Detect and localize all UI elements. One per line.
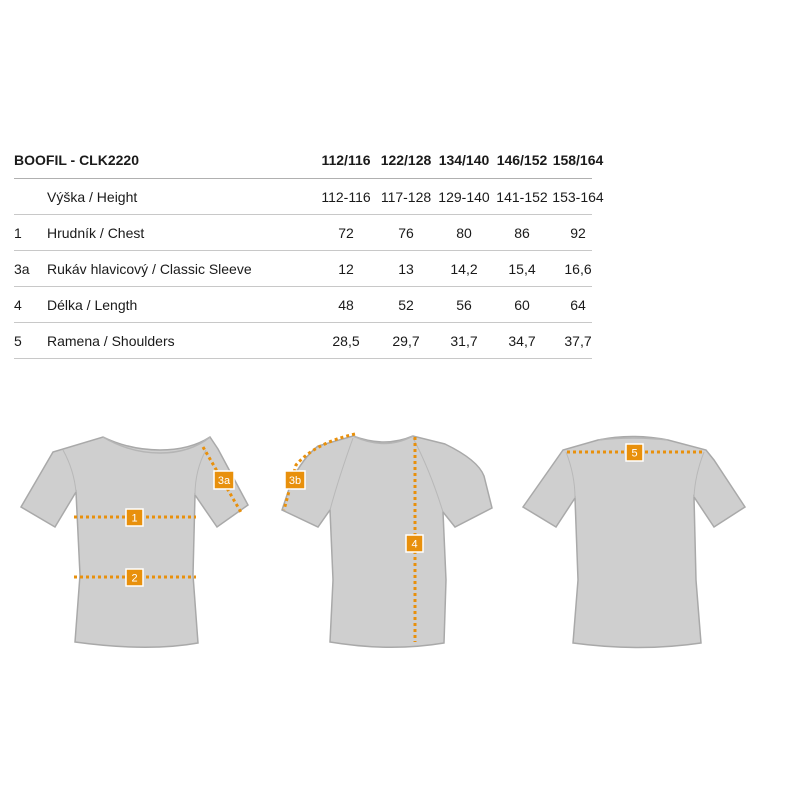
table-row (14, 323, 592, 359)
badge-1-label: 1 (131, 512, 138, 525)
size-column-header: 158/164 (552, 152, 604, 168)
table-row (14, 179, 604, 215)
measure-value: 153-164 (552, 188, 604, 205)
table-row (14, 287, 592, 323)
measure-value: 12 (338, 260, 354, 277)
measure-value: 34,7 (508, 332, 536, 349)
badge-4-label: 4 (411, 538, 418, 551)
size-column-header: 112/116 (321, 152, 371, 168)
size-table (14, 142, 604, 359)
side-shirt-shape (282, 436, 492, 647)
measure-value: 60 (514, 296, 530, 313)
size-column-header: 134/140 (438, 152, 490, 168)
measure-value: 14,2 (450, 260, 478, 277)
table-row (14, 215, 592, 251)
measure-value: 86 (514, 224, 530, 241)
size-column-header: 122/128 (380, 152, 432, 168)
badge-2 (126, 569, 143, 586)
back-shirt-shape (523, 437, 745, 648)
badge-3a (214, 471, 234, 489)
measure-label: Ramena / Shoulders (47, 332, 175, 349)
size-column-header: 146/152 (496, 152, 548, 168)
back-shirt-diagram (523, 437, 745, 648)
measure-value: 16,6 (564, 260, 592, 277)
measure-value: 48 (338, 296, 354, 313)
measure-value: 72 (338, 224, 354, 241)
measure-value: 13 (398, 260, 414, 277)
badge-1 (126, 509, 143, 526)
badge-3b (285, 471, 305, 489)
measure-value: 31,7 (450, 332, 478, 349)
measure-value: 92 (570, 224, 586, 241)
side-shirt-diagram (282, 434, 492, 647)
badge-5 (626, 444, 643, 461)
measure-value: 56 (456, 296, 472, 313)
table-row (14, 251, 592, 287)
measure-value: 15,4 (508, 260, 536, 277)
measure-value: 28,5 (332, 332, 360, 349)
measure-value: 52 (398, 296, 414, 313)
measure-label: Výška / Height (47, 188, 138, 205)
measure-label: Rukáv hlavicový / Classic Sleeve (47, 260, 252, 277)
measure-code: 1 (14, 224, 22, 241)
measurement-diagrams (0, 400, 800, 700)
measure-value: 112-116 (321, 188, 371, 205)
badge-3a-label: 3a (217, 475, 231, 487)
measure-value: 141-152 (496, 188, 548, 205)
measure-code: 5 (14, 332, 22, 349)
measure-value: 29,7 (392, 332, 420, 349)
badge-3b-label: 3b (288, 475, 302, 487)
measure-value: 117-128 (380, 188, 432, 205)
badge-4 (406, 535, 423, 552)
measure-label: Hrudník / Chest (47, 224, 145, 241)
measure-value: 37,7 (564, 332, 592, 349)
measure-value: 129-140 (438, 188, 490, 205)
measure-code: 3a (14, 260, 30, 277)
badge-5-label: 5 (631, 447, 638, 460)
table-title: BOOFIL - CLK2220 (14, 152, 139, 168)
badge-2-label: 2 (131, 572, 138, 585)
table-header-row (14, 142, 604, 179)
measure-value: 76 (398, 224, 414, 241)
front-shirt-diagram (21, 437, 248, 647)
measure-code: 4 (14, 296, 22, 313)
measure-value: 80 (456, 224, 472, 241)
measure-label: Délka / Length (47, 296, 138, 313)
measure-value: 64 (570, 296, 586, 313)
